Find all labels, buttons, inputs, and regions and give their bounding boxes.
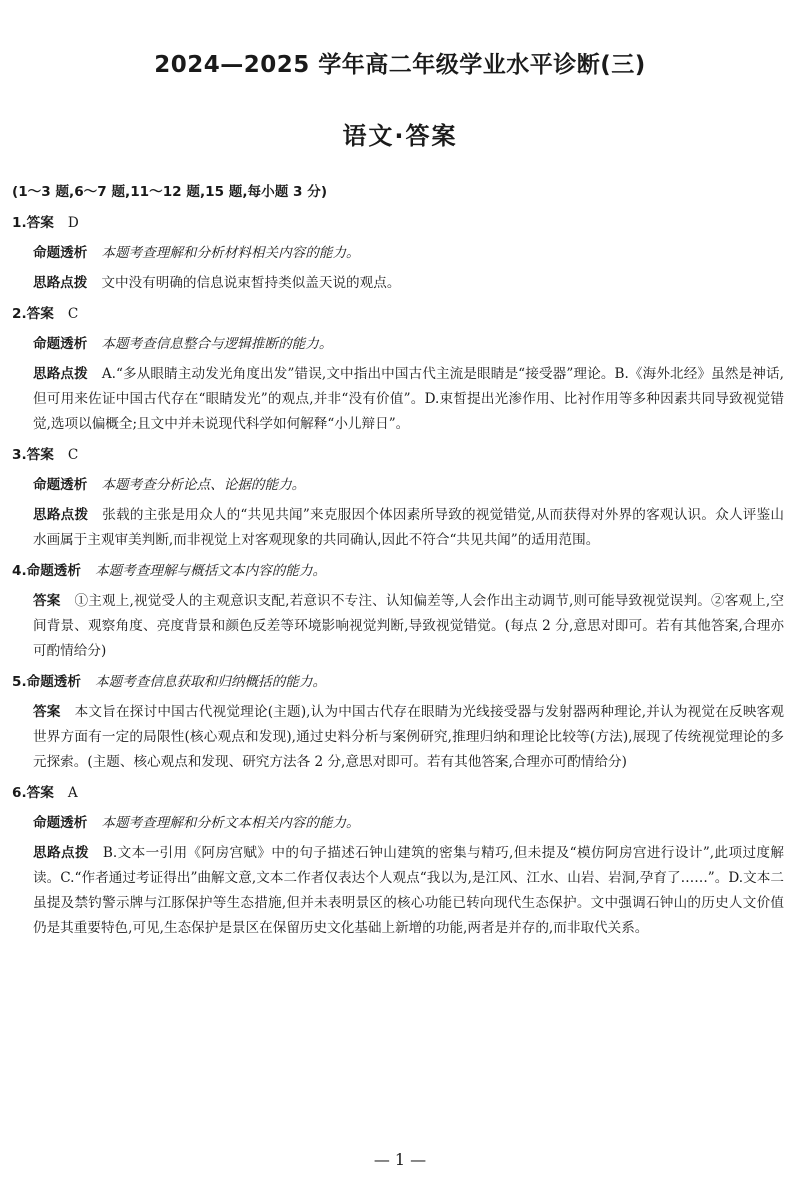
q2-hint: A.“多从眼睛主动发光角度出发”错误,文中指出中国古代主流是眼睛是“接受器”理论。B.《海外北经》虽然是神话,但可用来佐证中国古代存在“眼睛发光”的观点,并非“没有价值”。D.束皙提出光渗作用、比衬作用等多种因素共同导致视觉错觉,选项以偏概全;且文中并未说现代科学如何解释“小儿辩日”。 bbox=[33, 366, 784, 432]
q1-answer-row bbox=[12, 211, 784, 236]
q1-analysis: 本题考查理解和分析材料相关内容的能力。 bbox=[101, 245, 360, 261]
q4-answer: ①主观上,视觉受人的主观意识支配,若意识不专注、认知偏差等,人会作出主动调节,则可能导致视觉误判。②客观上,空间背景、观察角度、亮度背景和颜色反差等环境影响视觉判断,导致视觉错觉。(每点 2 分,意思对即可。若有其他答案,合理亦可酌情给分) bbox=[33, 593, 785, 659]
answer-label: 答案 bbox=[33, 704, 61, 720]
q5-answer: 本文旨在探讨中国古代视觉理论(主题),认为中国古代存在眼睛为光线接受器与发射器两种理论,并认为视觉在反映客观世界方面有一定的局限性(核心观点和发现),通过史料分析与案例研究,推理归纳和理论比较等(方法),展现了传统视觉理论的多元探索。(主题、核心观点和发现、研究方法各 2 分,意思对即可。若有其他答案,合理亦可酌情给分) bbox=[33, 704, 784, 770]
analysis-label: 命题透析 bbox=[33, 336, 88, 352]
answer-key-subtitle: 语文·答案 bbox=[342, 122, 458, 150]
q2-answer: C bbox=[67, 306, 79, 322]
answer-label: 答案 bbox=[26, 447, 54, 463]
q6-hint: B.文本一引用《阿房宫赋》中的句子描述石钟山建筑的密集与精巧,但未提及“模仿阿房宫进行设计”,此项过度解读。C.“作者通过考证得出”曲解文意,文本二作者仅表达个人观点“我以为,是江风、江水、山岩、岩洞,孕育了……”。D.文本二虽提及禁钓警示牌与江豚保护等生态措施,但并未表明景区的核心功能已转向现代生态保护。文中强调石钟山的历史人文价值仍是其重要特色,可见,生态保护是景区在保留历史文化基础上新增的功能,两者是并存的,而非取代关系。 bbox=[33, 845, 784, 936]
q1-analysis-row bbox=[12, 241, 784, 266]
q3-hint: 张载的主张是用众人的“共见共闻”来克服因个体因素所导致的视觉错觉,从而获得对外界的客观认识。众人评鉴山水画属于主观审美判断,而非视觉上对客观现象的共同确认,因此不符合“共见共闻”的适用范围。 bbox=[33, 507, 785, 548]
q5-analysis-row bbox=[12, 670, 784, 695]
q3-analysis: 本题考查分析论点、论据的能力。 bbox=[101, 477, 306, 493]
q2-answer-row bbox=[12, 302, 784, 327]
q3-analysis-row bbox=[12, 473, 784, 498]
q2-hint-row bbox=[12, 362, 784, 437]
q2-number: 2. bbox=[12, 306, 27, 322]
analysis-label: 命题透析 bbox=[33, 477, 88, 493]
q1-hint-row bbox=[12, 271, 784, 296]
q3-number: 3. bbox=[12, 447, 27, 463]
hint-label: 思路点拨 bbox=[33, 507, 89, 523]
answer-content bbox=[12, 180, 784, 946]
q6-analysis: 本题考查理解和分析文本相关内容的能力。 bbox=[101, 815, 360, 831]
answer-label: 答案 bbox=[33, 593, 61, 609]
q2-analysis: 本题考查信息整合与逻辑推断的能力。 bbox=[101, 336, 333, 352]
q5-answer-row bbox=[12, 700, 784, 775]
q6-hint-row bbox=[12, 841, 784, 941]
q1-hint: 文中没有明确的信息说束皙持类似盖天说的观点。 bbox=[101, 275, 401, 291]
hint-label: 思路点拨 bbox=[33, 275, 88, 291]
q2-analysis-row bbox=[12, 332, 784, 357]
q6-answer: A bbox=[67, 785, 78, 801]
q3-answer-row bbox=[12, 443, 784, 468]
hint-label: 思路点拨 bbox=[33, 366, 88, 382]
scoring-note: (1～3 题,6～7 题,11～12 题,15 题,每小题 3 分) bbox=[12, 184, 328, 200]
q1-answer: D bbox=[67, 215, 79, 231]
q5-analysis: 本题考查信息获取和归纳概括的能力。 bbox=[95, 674, 327, 690]
q6-number: 6. bbox=[12, 785, 27, 801]
q4-analysis: 本题考查理解与概括文本内容的能力。 bbox=[95, 563, 327, 579]
q1-number: 1. bbox=[12, 215, 27, 231]
q3-answer: C bbox=[67, 447, 79, 463]
q4-analysis-row bbox=[12, 559, 784, 584]
answer-label: 答案 bbox=[26, 215, 54, 231]
page-number: — 1 — bbox=[373, 1150, 427, 1169]
analysis-label: 命题透析 bbox=[33, 815, 88, 831]
q6-answer-row bbox=[12, 781, 784, 806]
analysis-label: 命题透析 bbox=[33, 245, 88, 261]
analysis-label: 命题透析 bbox=[26, 563, 81, 579]
q5-number: 5. bbox=[12, 674, 27, 690]
hint-label: 思路点拨 bbox=[33, 845, 89, 861]
q4-answer-row bbox=[12, 589, 784, 664]
answer-label: 答案 bbox=[26, 785, 54, 801]
q4-number: 4. bbox=[12, 563, 27, 579]
analysis-label: 命题透析 bbox=[26, 674, 81, 690]
q6-analysis-row bbox=[12, 811, 784, 836]
exam-title: 2024—2025 学年高二年级学业水平诊断(三) bbox=[154, 52, 646, 78]
q3-hint-row bbox=[12, 503, 784, 553]
answer-label: 答案 bbox=[26, 306, 54, 322]
